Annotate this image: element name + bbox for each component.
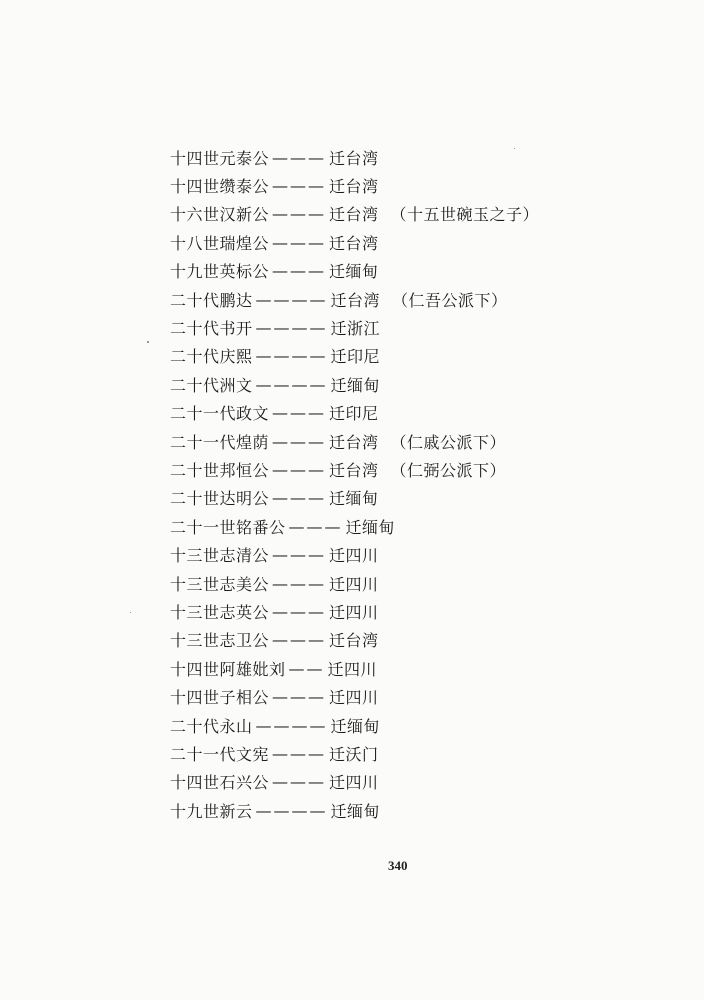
destination: 迁缅甸: [329, 489, 379, 509]
destination: 迁四川: [329, 574, 379, 594]
destination: 迁缅甸: [330, 801, 381, 821]
list-item: [170, 143, 670, 171]
dash-separator: ————: [255, 289, 328, 309]
dash-separator: ——: [288, 658, 325, 678]
list-item: [170, 200, 670, 228]
dash-separator: ———: [272, 403, 327, 423]
ancestor-name: 二十一世铭番公: [170, 517, 286, 537]
ancestor-name: 十四世缵泰公: [170, 177, 270, 197]
list-item: [170, 427, 670, 455]
destination: 迁四川: [329, 688, 379, 708]
dash-separator: ———: [272, 545, 327, 565]
ancestor-name: 二十代书开: [170, 319, 253, 339]
dash-separator: ————: [255, 346, 328, 366]
list-item: [170, 512, 670, 540]
scan-speck: [514, 148, 515, 149]
scan-speck: [130, 612, 131, 613]
ancestor-name: 二十一代政文: [170, 404, 270, 424]
list-item: [170, 313, 670, 341]
dash-separator: ————: [255, 800, 328, 820]
dash-separator: ———: [272, 176, 327, 196]
list-item: [170, 711, 670, 739]
dash-separator: ————: [255, 318, 328, 338]
ancestor-name: 十九世新云: [170, 801, 253, 821]
dash-separator: ———: [272, 459, 327, 479]
ancestor-name: 二十世达明公: [170, 489, 270, 509]
destination: 迁四川: [327, 659, 378, 679]
destination: 迁台湾: [329, 148, 379, 168]
ancestor-name: 十三世志清公: [170, 546, 270, 566]
list-item: [170, 370, 670, 398]
list-item: [170, 342, 670, 370]
ancestor-name: 二十代洲文: [170, 375, 253, 395]
destination: 迁台湾: [330, 290, 381, 310]
ancestor-name: 二十一代煌荫: [170, 432, 270, 452]
list-item: [170, 569, 670, 597]
dash-separator: ———: [272, 630, 327, 650]
dash-separator: ———: [272, 743, 327, 763]
ancestor-name: 二十代永山: [170, 716, 253, 736]
list-item: [170, 768, 670, 796]
ancestor-name: 十三世志英公: [170, 602, 270, 622]
ancestor-name: 二十代庆熙: [170, 347, 253, 367]
dash-separator: ———: [272, 147, 327, 167]
ancestor-name: 二十一代文宪: [170, 744, 270, 764]
ancestor-name: 十六世汉新公: [170, 205, 270, 225]
destination: 迁台湾: [329, 432, 379, 452]
dash-separator: ———: [272, 573, 327, 593]
ancestor-name: 二十代鹏达: [170, 290, 253, 310]
ancestor-name: 十四世石兴公: [170, 773, 270, 793]
dash-separator: ———: [272, 488, 327, 508]
destination: 迁缅甸: [330, 375, 381, 395]
list-item: [170, 484, 670, 512]
lineage-note: （十五世碗玉之子）: [390, 205, 540, 225]
dash-separator: ———: [272, 204, 327, 224]
destination: 迁印尼: [329, 404, 379, 424]
dash-separator: ———: [272, 601, 327, 621]
ancestor-name: 十九世英标公: [170, 262, 270, 282]
ancestor-name: 十三世志卫公: [170, 631, 270, 651]
list-item: [170, 682, 670, 710]
ancestor-name: 二十世邦恒公: [170, 460, 270, 480]
destination: 迁四川: [329, 602, 379, 622]
list-item: [170, 399, 670, 427]
list-item: [170, 654, 670, 682]
ancestor-name: 十三世志美公: [170, 574, 270, 594]
scan-speck: [147, 341, 149, 343]
destination: 迁四川: [329, 546, 379, 566]
list-item: [170, 739, 670, 767]
lineage-note: （仁弼公派下）: [390, 460, 507, 480]
dash-separator: ———: [272, 232, 327, 252]
list-item: [170, 626, 670, 654]
destination: 迁沃门: [329, 744, 379, 764]
list-item: [170, 597, 670, 625]
lineage-note: （仁戚公派下）: [390, 432, 507, 452]
dash-separator: ———: [288, 516, 343, 536]
destination: 迁印尼: [330, 347, 381, 367]
dash-separator: ———: [272, 431, 327, 451]
destination: 迁台湾: [329, 460, 379, 480]
ancestor-name: 十四世子相公: [170, 688, 270, 708]
list-item: [170, 796, 670, 824]
dash-separator: ————: [255, 715, 328, 735]
dash-separator: ———: [272, 687, 327, 707]
list-item: [170, 455, 670, 483]
list-item: [170, 228, 670, 256]
list-item: [170, 171, 670, 199]
destination: 迁台湾: [329, 205, 379, 225]
ancestor-name: 十四世阿雄妣刘: [170, 659, 286, 679]
dash-separator: ————: [255, 374, 328, 394]
migration-list: [170, 143, 670, 824]
page-number: 340: [388, 858, 408, 873]
destination: 迁缅甸: [345, 517, 396, 537]
dash-separator: ———: [272, 261, 327, 281]
list-item: [170, 285, 670, 313]
ancestor-name: 十八世瑞煌公: [170, 233, 270, 253]
destination: 迁浙江: [330, 319, 381, 339]
list-item: [170, 540, 670, 568]
list-item: [170, 257, 670, 285]
destination: 迁缅甸: [330, 716, 381, 736]
destination: 迁缅甸: [329, 262, 379, 282]
lineage-note: （仁吾公派下）: [392, 290, 508, 310]
destination: 迁四川: [329, 773, 379, 793]
dash-separator: ———: [272, 772, 327, 792]
ancestor-name: 十四世元泰公: [170, 148, 270, 168]
destination: 迁台湾: [329, 631, 379, 651]
destination: 迁台湾: [329, 177, 379, 197]
destination: 迁台湾: [329, 233, 379, 253]
